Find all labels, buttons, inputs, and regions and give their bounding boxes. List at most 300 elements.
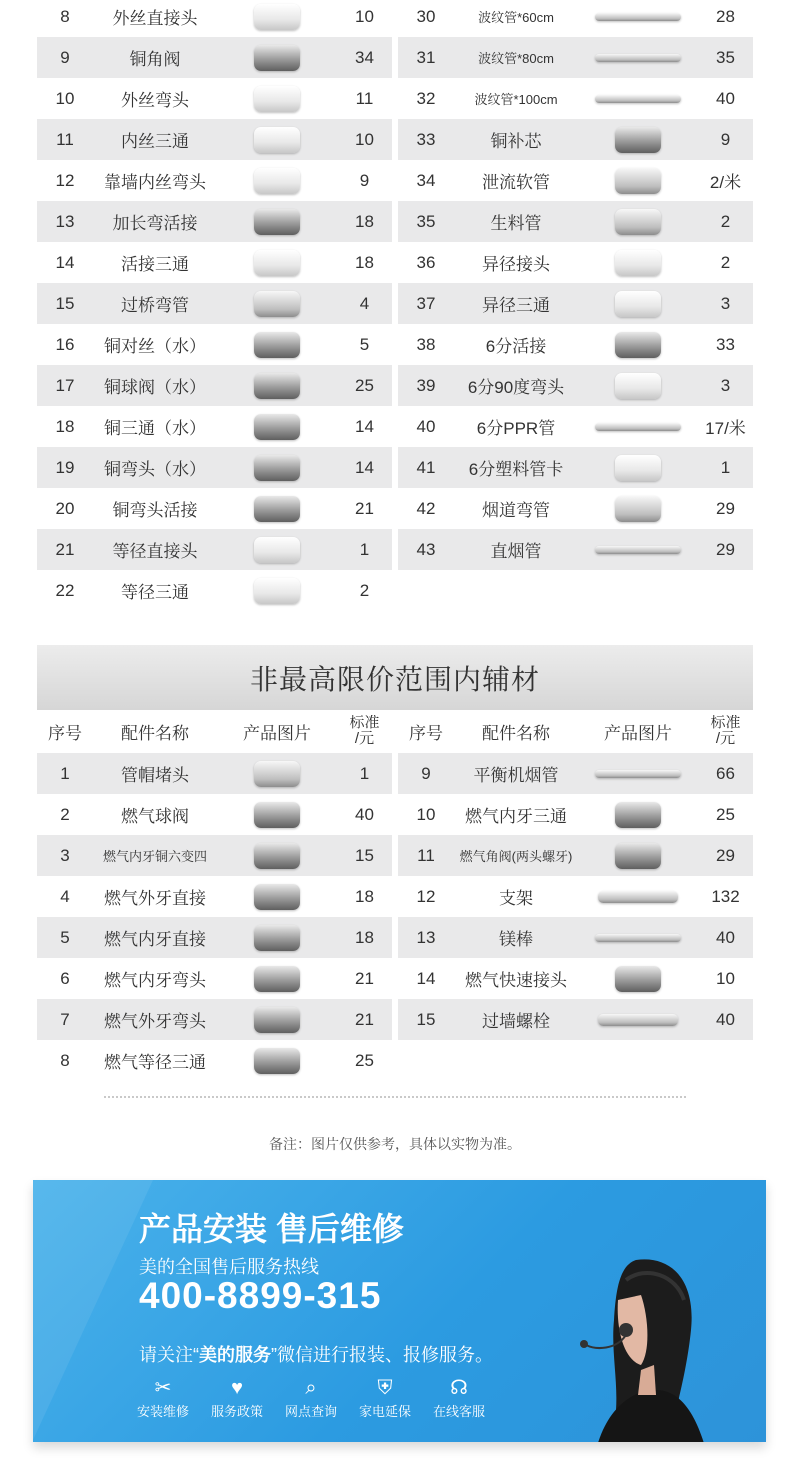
row-number: 8 <box>60 6 70 26</box>
product-image <box>217 794 337 835</box>
product-image <box>217 753 337 794</box>
straight-flue-icon <box>595 546 681 554</box>
table-row <box>37 119 392 160</box>
table-row <box>37 1040 392 1081</box>
row-number: 4 <box>60 886 70 906</box>
copper-ball-valve-icon <box>254 373 300 399</box>
part-price: 11 <box>355 88 374 108</box>
product-image <box>578 160 698 201</box>
row-number: 20 <box>55 498 75 518</box>
table-row <box>37 794 392 835</box>
header-std-line2: /元 <box>354 729 375 747</box>
quick-connector-icon <box>615 966 661 992</box>
row-number: 6 <box>60 968 70 988</box>
row-number: 38 <box>416 334 436 354</box>
brass-reducer-icon <box>254 843 300 869</box>
row-number: 22 <box>55 580 75 600</box>
row-number: 9 <box>421 763 431 783</box>
row-number: 9 <box>60 47 70 67</box>
row-number: 10 <box>55 88 75 108</box>
part-price: 2 <box>720 252 731 272</box>
service-link-1[interactable] <box>131 1375 195 1420</box>
part-name: 6分活接 <box>485 337 547 356</box>
row-number: 13 <box>416 927 436 947</box>
service-link-4[interactable] <box>353 1375 417 1420</box>
white-elbow-icon <box>254 86 300 112</box>
part-name: 管帽堵头 <box>121 766 189 785</box>
row-number: 16 <box>55 334 75 354</box>
service-label: 在线客服 <box>432 1404 485 1419</box>
follow-suffix: ”微信进行报装、报修服务。 <box>271 1345 493 1365</box>
product-image <box>217 876 337 917</box>
part-price: 21 <box>355 498 374 518</box>
part-price: 18 <box>355 886 374 906</box>
table-row <box>398 999 753 1040</box>
part-name: 等径三通 <box>121 583 189 602</box>
part-price: 25 <box>355 1050 374 1070</box>
product-image <box>217 570 337 611</box>
section-title: 非最高限价范围内辅材 <box>37 645 753 710</box>
row-number: 31 <box>416 47 436 67</box>
part-price: 34 <box>355 47 374 67</box>
product-image <box>578 753 698 794</box>
table-row <box>37 365 392 406</box>
male-straight-icon <box>254 884 300 910</box>
table-row <box>398 283 753 324</box>
product-image <box>578 242 698 283</box>
brass-angle-valve-icon <box>254 45 300 71</box>
part-price: 14 <box>355 457 374 477</box>
copper-elbow-icon <box>254 455 300 481</box>
copper-elbow-union-icon <box>254 496 300 522</box>
table-row <box>37 958 392 999</box>
part-name: 6分塑料管卡 <box>468 460 564 479</box>
row-number: 15 <box>416 1009 436 1029</box>
white-connector-icon <box>254 4 300 30</box>
row-number: 35 <box>416 211 436 231</box>
product-image <box>217 958 337 999</box>
part-name: 直烟管 <box>490 542 542 561</box>
part-name: 支架 <box>499 889 533 908</box>
product-image <box>578 0 698 37</box>
part-price: 25 <box>355 375 374 395</box>
row-number: 43 <box>416 539 436 559</box>
table-row <box>37 917 392 958</box>
row-number: 33 <box>416 129 436 149</box>
table-row <box>37 447 392 488</box>
male-elbow-icon <box>254 1007 300 1033</box>
part-price: 21 <box>355 968 374 988</box>
gas-ball-valve-icon <box>254 802 300 828</box>
part-name: 燃气快速接头 <box>465 971 567 990</box>
table-row <box>398 242 753 283</box>
search-location-icon: ⌕ <box>305 1377 317 1399</box>
table-row <box>398 835 753 876</box>
product-image <box>217 324 337 365</box>
product-image <box>217 283 337 324</box>
part-price: 15 <box>355 845 374 865</box>
part-name: 活接三通 <box>121 255 189 274</box>
magnesium-rod-icon <box>595 934 681 942</box>
part-name: 靠墙内丝弯头 <box>104 173 206 192</box>
header-std <box>698 715 753 748</box>
part-price: 28 <box>716 6 735 26</box>
service-link-5[interactable] <box>427 1375 491 1420</box>
service-label: 服务政策 <box>210 1404 263 1419</box>
follow-brand: 美的服务 <box>199 1345 271 1365</box>
part-price: 10 <box>355 129 374 149</box>
product-image <box>578 324 698 365</box>
part-price: 14 <box>355 416 374 436</box>
product-image <box>217 78 337 119</box>
part-name: 6分90度弯头 <box>467 378 565 397</box>
product-image <box>578 78 698 119</box>
part-name: 泄流软管 <box>482 173 550 192</box>
product-image <box>578 283 698 324</box>
header-name: 配件名称 <box>121 723 189 743</box>
header-std-line1: 标准 <box>710 714 741 731</box>
part-price: 40 <box>716 927 735 947</box>
part-name: 波纹管*60cm <box>478 10 554 25</box>
product-image <box>578 835 698 876</box>
row-number: 21 <box>55 539 75 559</box>
product-image <box>217 201 337 242</box>
part-name: 铜弯头（水） <box>104 460 206 479</box>
white-equal-tee-icon <box>254 578 300 604</box>
table-row <box>398 529 753 570</box>
part-price: 132 <box>711 886 740 906</box>
part-name: 燃气等径三通 <box>104 1053 206 1072</box>
table-row <box>37 753 392 794</box>
table-row <box>37 283 392 324</box>
copper-nipple-icon <box>254 332 300 358</box>
flue-elbow-icon <box>615 496 661 522</box>
product-image <box>578 37 698 78</box>
table-row <box>37 324 392 365</box>
table-row <box>37 570 392 611</box>
row-number: 8 <box>60 1050 70 1070</box>
row-number: 11 <box>56 129 74 149</box>
part-name: 等径直接头 <box>112 542 198 561</box>
ptfe-tape-icon <box>615 209 661 235</box>
row-number: 37 <box>416 293 436 313</box>
elbow-90-icon <box>615 373 661 399</box>
part-name: 燃气内牙三通 <box>465 807 567 826</box>
part-name: 燃气外牙直接 <box>104 889 206 908</box>
reducer-icon <box>615 250 661 276</box>
part-name: 内丝三通 <box>121 132 189 151</box>
service-label: 家电延保 <box>358 1404 411 1419</box>
part-name: 燃气球阀 <box>121 807 189 826</box>
bridge-bend-icon <box>254 291 300 317</box>
row-number: 14 <box>416 968 436 988</box>
header-std-line1: 标准 <box>349 714 380 731</box>
row-number: 10 <box>416 804 436 824</box>
product-image <box>578 365 698 406</box>
female-elbow-icon <box>254 966 300 992</box>
product-image <box>578 917 698 958</box>
part-name: 异径接头 <box>482 255 550 274</box>
product-image <box>578 119 698 160</box>
product-image <box>578 406 698 447</box>
part-name: 外丝直接头 <box>112 9 198 28</box>
white-coupling-icon <box>254 537 300 563</box>
row-number: 40 <box>416 416 436 436</box>
table-row <box>37 876 392 917</box>
service-label: 安装维修 <box>136 1404 189 1419</box>
row-number: 15 <box>55 293 75 313</box>
table-row <box>37 160 392 201</box>
table-row <box>37 529 392 570</box>
wall-bolt-icon <box>598 1014 678 1026</box>
service-link-3[interactable] <box>279 1375 343 1420</box>
part-name: 铜对丝（水） <box>104 337 206 356</box>
part-price: 29 <box>716 845 735 865</box>
pipe-cap-icon <box>254 761 300 787</box>
product-image <box>578 794 698 835</box>
dotted-divider <box>104 1096 686 1098</box>
row-number: 41 <box>416 457 436 477</box>
part-name: 波纹管*80cm <box>478 51 554 66</box>
pipe-clip-icon <box>615 455 661 481</box>
part-price: 29 <box>716 498 735 518</box>
service-banner <box>33 1180 766 1442</box>
part-name: 平衡机烟管 <box>473 766 559 785</box>
handshake-icon: ♥ <box>231 1377 243 1399</box>
part-price: 2 <box>720 211 731 231</box>
row-number: 1 <box>60 763 70 783</box>
product-image <box>578 201 698 242</box>
tools-icon: ✂ <box>154 1377 172 1399</box>
part-price: 17/米 <box>705 419 746 438</box>
part-price: 21 <box>355 1009 374 1029</box>
table-row <box>37 406 392 447</box>
product-image <box>217 1040 337 1081</box>
table-row <box>398 365 753 406</box>
part-price: 3 <box>720 293 731 313</box>
table-row <box>398 876 753 917</box>
product-image <box>217 999 337 1040</box>
product-image <box>217 0 337 37</box>
table-row <box>37 835 392 876</box>
part-name: 生料管 <box>490 214 542 233</box>
copper-bushing-icon <box>615 127 661 153</box>
table-row <box>37 999 392 1040</box>
part-name: 燃气内牙铜六变四 <box>102 849 207 864</box>
table-row <box>37 242 392 283</box>
table-row <box>37 78 392 119</box>
table-row <box>398 201 753 242</box>
header-std-line2: /元 <box>715 729 736 747</box>
part-name: 加长弯活接 <box>112 214 198 233</box>
extended-elbow-union-icon <box>254 209 300 235</box>
table-row <box>398 406 753 447</box>
table-row <box>398 958 753 999</box>
part-name: 异径三通 <box>482 296 550 315</box>
copper-tee-icon <box>254 414 300 440</box>
row-number: 17 <box>55 375 75 395</box>
part-price: 33 <box>716 334 735 354</box>
table-row <box>398 119 753 160</box>
part-name: 铜弯头活接 <box>112 501 198 520</box>
row-number: 39 <box>416 375 436 395</box>
drain-hose-icon <box>615 168 661 194</box>
product-image <box>578 529 698 570</box>
table-row <box>398 324 753 365</box>
header-left <box>37 712 392 750</box>
part-name: 燃气外牙弯头 <box>104 1012 206 1031</box>
female-straight-icon <box>254 925 300 951</box>
product-image <box>578 999 698 1040</box>
ppr-pipe-icon <box>595 423 681 431</box>
product-image <box>217 835 337 876</box>
hotline-number[interactable]: 400-8899-315 <box>139 1275 382 1316</box>
part-price: 3 <box>720 375 731 395</box>
part-name: 铜补芯 <box>490 132 542 151</box>
product-image <box>217 488 337 529</box>
table-row <box>398 794 753 835</box>
product-image <box>217 37 337 78</box>
table-row <box>398 488 753 529</box>
row-number: 13 <box>55 211 75 231</box>
table-row <box>37 488 392 529</box>
header-std <box>337 715 392 748</box>
corrugated-hose-icon <box>595 54 681 62</box>
balanced-flue-icon <box>595 770 681 778</box>
product-image <box>217 529 337 570</box>
service-label: 网点查询 <box>284 1404 337 1419</box>
banner-title: 产品安装 售后维修 <box>139 1211 404 1247</box>
bracket-icon <box>598 891 678 903</box>
row-number: 3 <box>60 845 70 865</box>
white-wall-elbow-icon <box>254 168 300 194</box>
product-image <box>217 917 337 958</box>
table-row <box>398 0 753 37</box>
row-number: 12 <box>55 170 75 190</box>
header-no: 序号 <box>409 723 443 743</box>
part-price: 40 <box>355 804 374 824</box>
product-image <box>217 119 337 160</box>
header-img: 产品图片 <box>604 723 672 743</box>
product-image <box>578 488 698 529</box>
part-name: 过桥弯管 <box>121 296 189 315</box>
row-number: 42 <box>416 498 436 518</box>
table-row <box>37 0 392 37</box>
part-price: 5 <box>359 334 370 354</box>
banner-subtitle: 美的全国售后服务热线 <box>139 1257 319 1277</box>
part-price: 18 <box>355 927 374 947</box>
white-tee-icon <box>254 127 300 153</box>
part-name: 波纹管*100cm <box>474 92 558 107</box>
shield-icon: ⛨ <box>377 1377 393 1399</box>
row-number: 14 <box>55 252 75 272</box>
part-price: 25 <box>716 804 735 824</box>
follow-prefix: 请关注“ <box>139 1345 199 1365</box>
part-price: 40 <box>716 1009 735 1029</box>
table-row <box>398 447 753 488</box>
corrugated-hose-icon <box>595 95 681 103</box>
product-image <box>217 406 337 447</box>
row-number: 30 <box>416 6 436 26</box>
product-image <box>217 365 337 406</box>
part-name: 烟道弯管 <box>482 501 550 520</box>
product-image <box>217 447 337 488</box>
header-no: 序号 <box>48 723 82 743</box>
table-row <box>398 917 753 958</box>
product-image <box>217 242 337 283</box>
part-price: 29 <box>716 539 735 559</box>
header-right <box>398 712 753 750</box>
part-price: 2 <box>359 580 370 600</box>
product-image <box>578 447 698 488</box>
part-price: 10 <box>716 968 735 988</box>
part-name: 燃气内牙弯头 <box>104 971 206 990</box>
table-row <box>398 753 753 794</box>
part-price: 9 <box>359 170 370 190</box>
headset-icon: ☊ <box>450 1377 468 1399</box>
part-price: 66 <box>716 763 735 783</box>
part-price: 1 <box>720 457 731 477</box>
part-name: 外丝弯头 <box>121 91 189 110</box>
row-number: 18 <box>55 416 75 436</box>
part-price: 10 <box>355 6 374 26</box>
part-name: 镁棒 <box>499 930 533 949</box>
header-img: 产品图片 <box>243 723 311 743</box>
part-name: 过墙螺栓 <box>482 1012 550 1031</box>
header-name: 配件名称 <box>482 723 550 743</box>
service-link-2[interactable] <box>205 1375 269 1420</box>
part-price: 9 <box>720 129 731 149</box>
part-price: 40 <box>716 88 735 108</box>
part-price: 2/米 <box>709 173 742 192</box>
union-tee-icon <box>254 250 300 276</box>
row-number: 19 <box>55 457 75 477</box>
gas-equal-tee-icon <box>254 1048 300 1074</box>
note-text: 备注：图片仅供参考，具体以实物为准。 <box>269 1136 521 1152</box>
reducing-tee-icon <box>615 291 661 317</box>
union-icon <box>615 332 661 358</box>
corrugated-hose-icon <box>595 13 681 21</box>
part-price: 1 <box>359 539 370 559</box>
row-number: 7 <box>60 1009 70 1029</box>
part-name: 燃气角阀(两头螺牙) <box>459 849 573 864</box>
part-price: 35 <box>716 47 735 67</box>
part-name: 铜角阀 <box>129 50 181 69</box>
table-row <box>398 78 753 119</box>
row-number: 11 <box>417 845 435 865</box>
part-name: 铜球阀（水） <box>104 378 206 397</box>
follow-text <box>139 1341 493 1367</box>
customer-service-agent-illustration <box>556 1240 706 1442</box>
part-price: 18 <box>355 252 374 272</box>
product-image <box>578 876 698 917</box>
part-name: 燃气内牙直接 <box>104 930 206 949</box>
table-row <box>37 201 392 242</box>
row-number: 36 <box>416 252 436 272</box>
part-name: 铜三通（水） <box>104 419 206 438</box>
part-price: 1 <box>359 763 370 783</box>
row-number: 2 <box>60 804 70 824</box>
table-row <box>398 37 753 78</box>
gas-female-tee-icon <box>615 802 661 828</box>
part-price: 18 <box>355 211 374 231</box>
part-name: 6分PPR管 <box>476 419 556 438</box>
product-image <box>578 958 698 999</box>
row-number: 5 <box>60 927 70 947</box>
row-number: 34 <box>416 170 436 190</box>
row-number: 12 <box>416 886 436 906</box>
gas-angle-valve-icon <box>615 843 661 869</box>
